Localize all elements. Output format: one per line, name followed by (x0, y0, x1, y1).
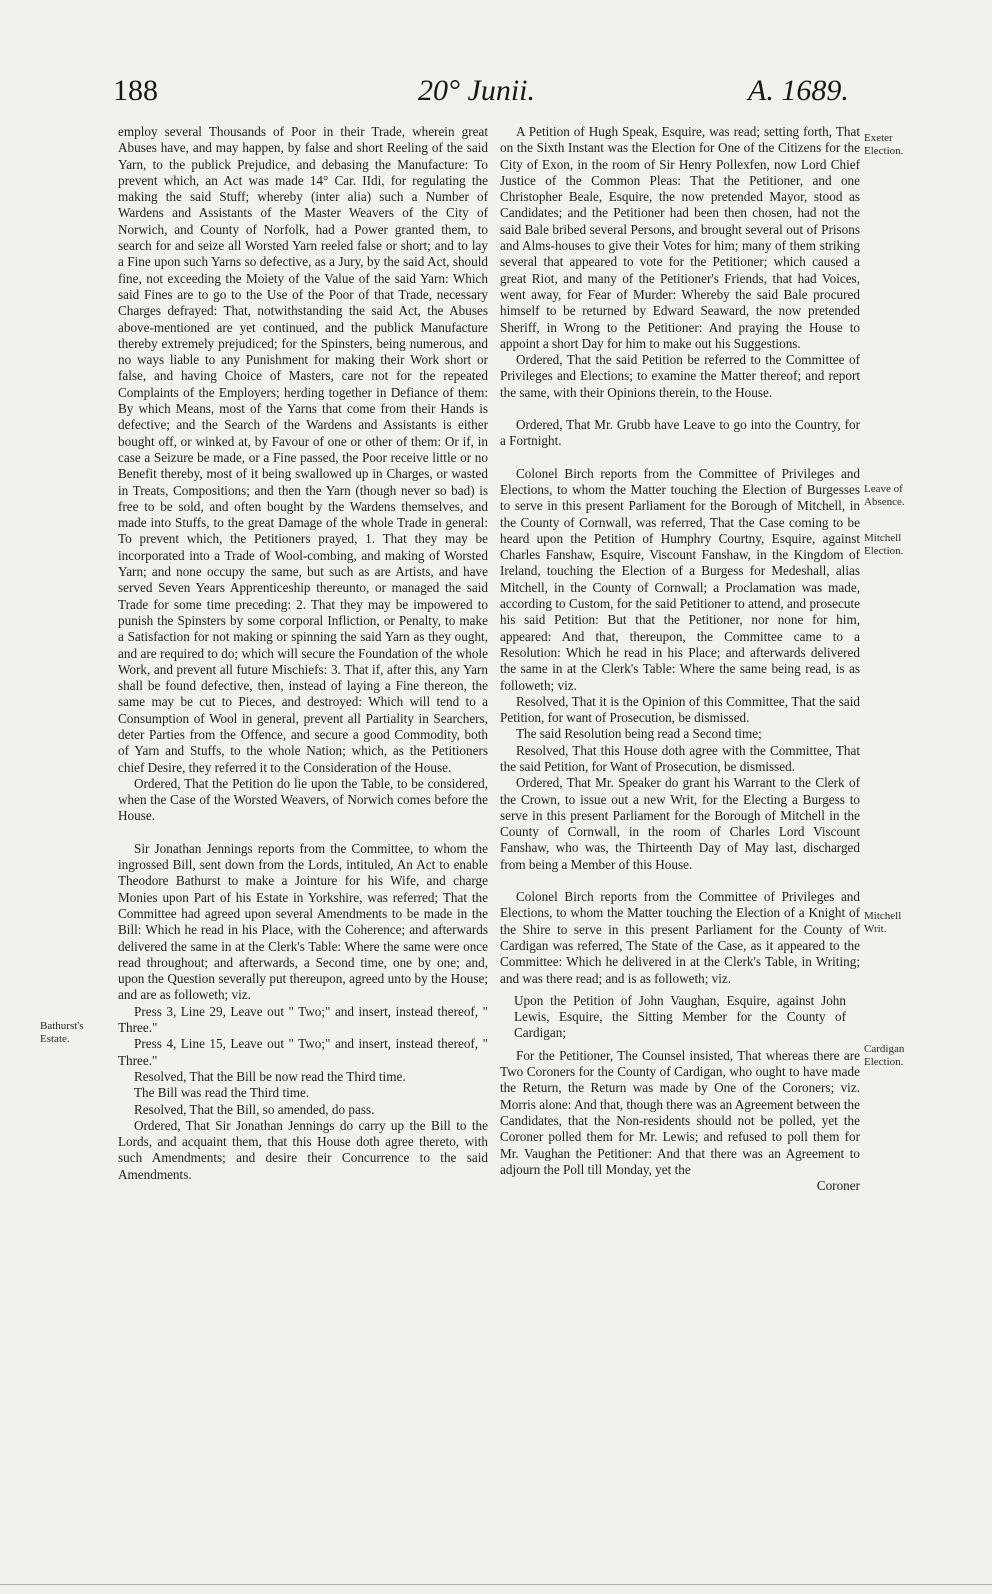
paragraph-vaughan-petition: Upon the Petition of John Vaughan, Esquire, against John Lewis, Esquire, the Sitting Member for the County of Cardigan; (514, 992, 846, 1041)
margin-note-mitchell-writ: Mitchell Writ. (864, 910, 902, 935)
paragraph-order-petition-table: Ordered, That the Petition do lie upon the Table, to be considered, when the Case of the Worsted Weavers, of Norwich comes before the House. (118, 775, 488, 824)
page-year-heading: A. 1689. (748, 74, 849, 107)
paragraph-committee-resolution: Resolved, That it is the Opinion of this Committee, That the said Petition, for want of Prosecution, be dismissed. (500, 693, 860, 726)
margin-note-leave: Leave of Absence. (864, 483, 905, 508)
left-column (118, 124, 488, 1183)
paragraph-bill-read: The Bill was read the Third time. (134, 1085, 310, 1101)
paragraph-amendment-press-4: Press 4, Line 15, Leave out " Two;" and insert, instead thereof, " Three." (118, 1036, 488, 1068)
margin-note-cardigan: Cardigan Election. (864, 1043, 905, 1068)
page-number: 188 (113, 74, 158, 107)
paragraph-speak-petition: A Petition of Hugh Speak, Esquire, was read; setting forth, That on the Sixth Instant was the Election for One of the Citizens for the City of Exon, in the room of Sir Henry Pollexfen, now Lord Chief Justice of the Common Pleas: That the Petitioner, and one Christopher Beale, Esquire, the now pretended Mayor, stood as Candidates; and the Petitioner had been then chosen, had not the said Bale bribed several Persons, and brought several out of Prisons and Alms-houses to give their Votes for him; many of them striking several that appeared to vote for the Petitioner; which caused a great Riot, and many of the Petitioner's Friends, that had Voices, went away, for Fear of Murder: Whereby the said Bale procured himself to be returned by Edward Seaward, the now pretended Sheriff, in Wrong to the Petitioner: And praying the House to appoint a short Day for him to make out his Suggestions. (500, 124, 860, 351)
paragraph-new-writ: Ordered, That Mr. Speaker do grant his Warrant to the Clerk of the Crown, to issue out a new Writ, for the Electing a Burgess to serve in this present Parliament for the Borough of Mitchell in the County of Cornwall, in the room of Charles Lord Viscount Fanshaw, who was, the Thirteenth Day of May last, discharged from being a Member of this House. (500, 775, 860, 872)
page-date-heading: 20° Junii. (418, 74, 535, 107)
paragraph-resolution-read: The said Resolution being read a Second time; (516, 726, 762, 742)
paragraph-birch-mitchell-report: Colonel Birch reports from the Committee of Privileges and Elections, to whom the Matter touching the Election of Burgesses to serve in this present Parliament for the Borough of Mitchell, in the County of Cornwall, was referred, That the Case coming to be heard upon the Petition of Humphry Courtny, Esquire, against Charles Fanshaw, Esquire, Viscount Fanshaw, in the Kingdom of Ireland, touching the Election of a Burgess for Medeshall, alias Mitchell, in the County of Cornwall; a Proclamation was made, according to Custom, for the said Petitioner to attend, and prosecute his said Petition: But that the Petitioner, nor none for him, appeared: And that, thereupon, the Committee came to a Resolution: Which he read in his Place; and afterwards delivered the same in at the Clerk's Table: Where the same being read, is as followeth; viz. (500, 465, 860, 693)
paragraph-resolved-pass: Resolved, That the Bill, so amended, do pass. (134, 1101, 375, 1117)
paragraph-counsel-insisted: For the Petitioner, The Counsel insisted, That whereas there are Two Coroners for the County of Cardigan, who ought to have made the Return, the Return was made by One of the Coroners; viz. Morris alone: And that, though there was an Agreement between the Candidates, that the Non-residents should not be polled, yet the Coroner polled them for Mr. Lewis; and refused to poll them for Mr. Vaughan the Petitioner: And that there was an Agreement to adjourn the Poll till Monday, yet the (500, 1047, 860, 1177)
paragraph-amendment-press-3: Press 3, Line 29, Leave out " Two;" and insert, instead thereof, " Three." (118, 1003, 488, 1036)
catchword: Coroner (816, 1178, 860, 1194)
paragraph-worsted-petition: employ several Thousands of Poor in their Trade, wherein great Abuses have, and may happen, by false and short Reeling of the said Yarn, to the publick Prejudice, and debasing the Manufacture: To prevent which, an Act was made 14° Car. IIdi, for regulating the making the said Stuff; whereby (inter alia) such a Number of Wardens and Assistants of the Master Weavers of the City of Norwich, and County of Norfolk, had a Power granted them, to search for and seize all Worsted Yarn reeled false or short; and to lay a Fine upon such Yarns so defective, as a Jury, by the said Act, should fine, not exceeding the Moiety of the Value of the said Yarn: Which said Fines are to go to the Use of the Poor of that Trade, necessary Charges defrayed: That, notwithstanding the said Act, the Abuses above-mentioned are yet continued, and the publick Manufacture thereby extremely prejudiced; for the Spinsters, being numerous, and no ways liable to any Punishment for making their Work short or false, and having Choice of Masters, care not for the repeated Complaints of the Employers; herding together in Defiance of them: By which Means, most of the Yarns that come from their Hands is defective; and the Search of the Wardens and Assistants is either bought off, or winked at, by Favour of one or other of them: Or if, in case a Seizure be made, or a Fine passed, the Poor receive little or no Benefit thereby, most of it being swallowed up in Charges, or wasted in Treats, Compositions; and then the Yarn (though never so bad) is free to be sold, and often bought by the Wardens themselves, and made into Stuffs, to the great Damage of the whole Trade in general: To prevent which, the Petitioners prayed, 1. That they may be incorporated into a Trade of Wool-combing, and making of Worsted Yarn; and none occupy the same, but such as are Artists, and have served Seven Years Apprenticeship thereunto, or managed the said Trade for some time preceding: 2. That they may be impowered to punish the Spinsters by some corporal Infliction, or Penalty, to make a Satisfaction for not making or spinning the said Yarn as they ought, and are required to do; which will secure the Foundation of the whole Work, and prevent all future Mischiefs: 3. That if, after this, any Yarn shall be found defective, then, instead of laying a Fine thereon, the same may be cut to Pieces, and destroyed: Which will tend to a Consumption of Wool in general, prevent all Partiality in Searchers, deter Parties from the Offence, and secure a good Commodity, both of Yarn and Stuffs, to the whole Nation; which, as the Petitioners chief Desire, they referred it to the Consideration of the House. (118, 124, 488, 775)
paragraph-grubb-leave: Ordered, That Mr. Grubb have Leave to go into the Country, for a Fortnight. (500, 417, 860, 449)
paragraph-birch-cardigan-report: Colonel Birch reports from the Committee of Privileges and Elections, to whom the Matter touching the Election of a Knight of the Shire to serve in this present Parliament for the County of Cardigan was referred, The State of the Case, as it appeared to the Committee: Which he delivered in at the Clerk's Table, in Writing; and was there read; and is as followeth; viz. (500, 889, 860, 986)
paragraph-jennings-report: Sir Jonathan Jennings reports from the Committee, to whom the ingrossed Bill, sent down from the Lords, intituled, An Act to enable Theodore Bathurst to make a Jointure for his Wife, and charge Monies upon Part of his Estate in Yorkshire, was referred; That the Committee had agreed upon several Amendments to be made in the Bill: Which he read in his Place, with the Coherence; and afterwards delivered the same in at the Clerk's Table: Where the same were once read throughout; and afterwards, a Second time, one by one; and, upon the Question severally put thereupon, agreed unto by the House; and are as followeth; viz. (118, 840, 488, 1003)
margin-note-bathurst: Bathurst's Estate. (40, 1020, 84, 1045)
margin-note-mitchell-election: Mitchell Election. (864, 532, 904, 557)
paragraph-resolved-third-time: Resolved, That the Bill be now read the Third time. (134, 1068, 406, 1084)
right-column (500, 124, 860, 1194)
paragraph-order-referred: Ordered, That the said Petition be referred to the Committee of Privileges and Elections; to examine the Matter thereof; and report the same, with their Opinions therein, to the House. (500, 352, 860, 400)
paragraph-house-agrees: Resolved, That this House doth agree with the Committee, That the said Petition, for Want of Prosecution, be dismissed. (500, 742, 860, 774)
margin-note-exeter: Exeter Election. (864, 132, 904, 157)
paragraph-ordered-carry-up: Ordered, That Sir Jonathan Jennings do carry up the Bill to the Lords, and acquaint them, that this House doth agree thereto, with such Amendments; and desire their Concurrence to the said Amendments. (118, 1117, 488, 1182)
page-bottom-edge (0, 1584, 992, 1585)
